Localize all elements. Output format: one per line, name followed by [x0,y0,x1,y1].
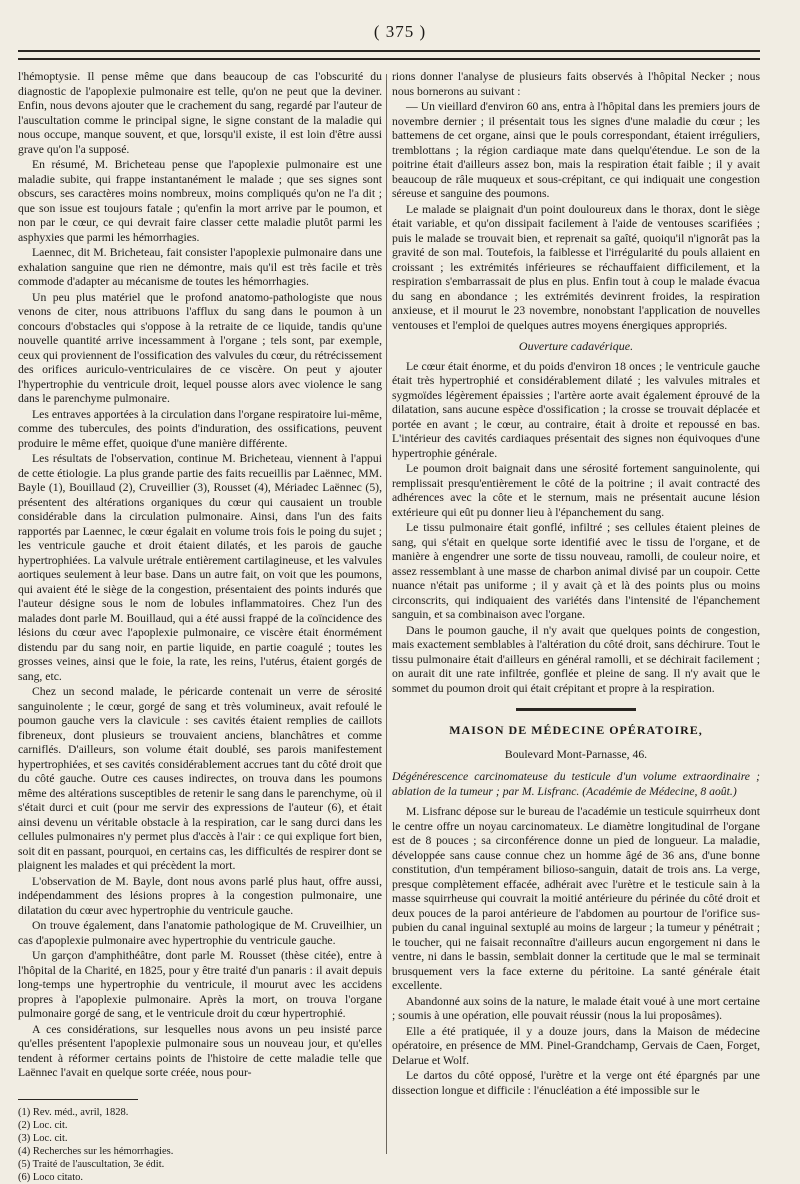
page-number: ( 375 ) [373,22,427,41]
paragraph: Le dartos du côté opposé, l'urètre et la verge ont été épargnés par une dissection longue et difficile : l'énucléation a été impossible sur le [392,1069,760,1097]
column-divider [386,74,387,1154]
paragraph: Le cœur était énorme, et du poids d'environ 18 onces ; le ventricule gauche était très hypertrophié et considérablement dilaté ; les valvules mitrales et sygmoïdes légèrement épaissies ; l'artère aorte avait également éprouvé de la dilatation, sans aucune espèce d'ossification ; la crosse se trouvait déplacée et portée en avant ; le cœur, au contraire, était à droite et repoussé en bas. L'intérieur des cavités cardiaques présentait des signes non équivoques d'une hypertrophie générale. [392,359,760,460]
paragraph: Un garçon d'amphithéâtre, dont parle M. Rousset (thèse citée), entre à l'hôpital de la Charité, en 1825, pour y être traité d'un panaris : il avait depuis long-temps une hypertrophie du ventricule, il mourut avec les accidens propres à l'apoplexie pulmonaire. Après la mort, on trouva l'organe pulmonaire gorgé de sang, et le ventricule droit du cœur hypertrophié. [18,949,382,1020]
paragraph: M. Lisfranc dépose sur le bureau de l'académie un testicule squirrheux dont le centre offre un noyau carcinomateux. Le diamètre longitudinal de l'organe est de 8 pouces ; sa circonférence donne un pied de longueur. La maladie, développée sans cause connue chez un homme âgé de 36 ans, d'une bonne constitution, d'un tempérament bilioso-sanguin, datait de trois ans. La verge, presque complètement effacée, adhérait avec l'urètre et le testicule sain à la masse squirrheuse qui couvrait la moitié antérieure du périnée du côté droit et deux pouces de la paroi antérieure de l'abdomen au pourtour de l'orifice sus-pubien du canal inguinal sextuplé au moins de largeur ; la tumeur y pénétrait ; le toucher, qui ne faisait reconnaître d'ailleurs aucun engorgement ni dans le ventre, ni dans le bassin, semblait donner la certitude que le mal se terminait brusquement vers la face externe du péritoine. La santé générale était excellente. [392,805,760,992]
paragraph: Dans le poumon gauche, il n'y avait que quelques points de congestion, mais exactement semblables à l'altération du côté droit, sans déchirure. Tout le tissu pulmonaire était d'ailleurs en général ramolli, et se déchirait facilement ; on aurait dit une rate infiltrée, gonflée et pleine de sang. Il n'y avait que le sommet du poumon droit qui était crépitant et propre à la respiration. [392,623,760,695]
paragraph: Le tissu pulmonaire était gonflé, infiltré ; ses cellules étaient pleines de sang, qui s'était en quelque sorte identifié avec le tissu de l'organe, et de manière à engendrer une sorte de tissu nouveau, ramolli, de couleur noire, et assez ressemblant à une masse de charbon animal divisé par un coupoir. Cette nuance n'était pas uniforme ; il y avait çà et là des points plus ou moins circonscrits, qui indiquaient des variétés dans l'intensité de l'épanchement sanguin, et sa combinaison avec l'organe. [392,521,760,621]
paragraph: Un peu plus matériel que le profond anatomo-pathologiste que nous venons de citer, nous attribuons l'afflux du sang dans le poumon à un concours d'obstacles qui s'oppose à la retraite de ce liquide, tandis qu'une nouvelle quantité arrive incessamment à l'organe ; tels sont, par exemple, ceux qui proviennent de l'ossification des valvules du cœur, du rétrécissement des orifices auriculo-ventriculaires de ce viscère. On peut y ajouter l'hypertrophie du ventricule droit, lequel pousse alors avec violence le sang dans le parenchyme pulmonaire. [18,290,382,405]
paragraph: Laennec, dit M. Bricheteau, fait consister l'apoplexie pulmonaire dans une exhalation sanguine que rien ne démontre, mais qu'il est très facile et très commode d'adapter au mécanisme de toutes les hémorrhagies. [18,246,382,288]
footnote: (1) Rev. méd., avril, 1828. [18,1106,129,1118]
paragraph: Les résultats de l'observation, continue M. Bricheteau, viennent à l'appui de cette étiologie. La plus grande partie des faits recueillis par Laënnec, MM. Bayle (1), Bouillaud (2), Cruveillier (3), Rousset (4), Mériadec Laënnec (5), présentent des altérations organiques du cœur qui causaient un trouble considérable dans la circulation pulmonaire. Ainsi, dans l'un des faits rapportés par Laennec, le cœur égalait en volume trois fois le poing du sujet ; les ventricule gauche et droit étaient dilatés, et les parois de gauche hypertrophiées. La valvule urétrale entièrement cartilagineuse, et les valvules aortiques seulement à leur base. Dans un autre fait, on voit que les poumons, qui avaient été le siège de la congestion, présentaient des points indurés que l'auteur désigne sous le nom de lobules inflammatoires. Chez l'un des malades dont parle M. Bouillaud, qui a été aussi frappé de la coïncidence des lésions du cœur avec l'apoplexie pulmonaire, ce viscère était énormément distendu par du sang noir, en partie liquide, en partie coagulé ; toutes les grosses veines, ainsi que le foie, la rate, les reins, l'utérus, étaient gorgés de sang, etc. [18,452,382,683]
paragraph: Chez un second malade, le péricarde contenait un verre de sérosité sanguinolente ; le cœur, gorgé de sang et très volumineux, avait refoulé le poumon gauche vers la clavicule : ses cavités étaient remplies de caillots fibreneux, dont plusieurs se trouvaient anciens, blanchâtres et comme carniflés. D'ailleurs, son volume était doublé, ses parois manifestement hypertrophiées, et ses cavités considérablement accrues tant du côté droit que du côté gauche. Outre ces causes indirectes, on trouva dans les poumons même des altérations susceptibles de retenir le sang dans le parenchyme, où il s'était durci et cuit (pour me servir des expressions de l'auteur (6), et était ainsi devenu un véritable obstacle à la respiration, car le sang durci dans les cellules pulmonaires n'y permet plus d'accès à l'air : ce qui explique fort bien, soit dit en passant, pourquoi, en certains cas, les difficultés de respirer dont se plaignent les malades et qui précèdent la mort. [18,685,382,872]
section-title: MAISON DE MÉDECINE OPÉRATOIRE, [449,723,703,737]
paragraph: On trouve également, dans l'anatomie pathologique de M. Cruveilhier, un cas d'apoplexie pulmonaire avec hypertrophie du ventricule gauche. [18,919,382,947]
footnote: (5) Traité de l'auscultation, 3e édit. [18,1158,165,1170]
paragraph: — Un vieillard d'environ 60 ans, entra à l'hôpital dans les premiers jours de novembre dernier ; il présentait tous les signes d'une maladie du cœur ; les battemens de cet organe, ainsi que le pouls correspondant, étaient irréguliers, tremblottans ; la région cardiaque mate dans quelqu'étendue. Le son de la poitrine était d'ailleurs assez bon, mais la respiration était faible ; il y avait beaucoup de râle muqueux et sous-crépitant, ce qui indiquait une congestion séreuse et sanguine des poumons. [392,100,760,200]
footnote: (6) Loco citato. [18,1171,84,1183]
article-subject: Dégénérescence carcinomateuse du testicule d'un volume extraordinaire ; ablation de la tumeur ; par M. Lisfranc. (Académie de Médecine, 8 août.) [392,770,760,798]
paragraph: Abandonné aux soins de la nature, le malade était voué à une mort certaine ; soumis à une opération, elle pouvait réussir (nous la lui proposâmes). [392,994,760,1022]
section-rule [516,708,636,711]
footnotes [18,1106,382,1184]
autopsy-heading: Ouverture cadavérique. [518,339,634,353]
paragraph: Elle a été pratiquée, il y a douze jours, dans la Maison de médecine opératoire, en présence de MM. Pinel-Grandchamp, Gervais de Caen, Forget, Delarue et Wolf. [392,1024,760,1067]
paragraph: A ces considérations, sur lesquelles nous avons un peu insisté parce qu'elles présentent l'apoplexie pulmonaire sous un nouveau jour, et qu'elles tendent à réformer certains points de l'histoire de cette maladie telle que Laënnec l'avait en quelque sorte créée, nous pour- [18,1022,382,1079]
paragraph: L'observation de M. Bayle, dont nous avons parlé plus haut, offre aussi, indépendamment des lésions propres à la congestion pulmonaire, une dilatation du cœur avec hypertrophie du ventricule gauche. [18,874,382,917]
paragraph: Les entraves apportées à la circulation dans l'organe respiratoire lui-même, comme des tubercules, des points d'induration, des ossifications, peuvent produire le même effet, quoique d'une manière différente. [18,407,382,450]
footnote: (2) Loc. cit. [18,1119,68,1131]
paragraph: Le malade se plaignait d'un point douloureux dans le thorax, dont le siège était variable, et qu'on dissipait facilement à l'aide de ventouses scarifiées ; puis le malade se trouvait bien, et reprenait sa gaîté, quoiqu'il n'ignorât pas la gravité de son mal. Toutefois, la faiblesse et l'irrégularité du pouls allaient en croissant ; les extrémités inférieures se réchauffaient difficilement, et la respiration s'embarrassait de plus en plus. Enfin tout à coup le malade évacua du sang en abondance ; les extrémités devinrent froides, la respiration anxieuse, et il mourut le 23 novembre, nonobstant l'application de nouvelles ventouses et l'emploi de quelques autres moyens énergiques appropriés. [392,202,760,332]
footnote: (4) Recherches sur les hémorrhagies. [18,1145,174,1157]
paragraph: Le poumon droit baignait dans une sérosité fortement sanguinolente, qui remplissait presqu'entièrement le côté de la poitrine ; il avait contracté des adhérences avec la côte et le sternum, mais ne présentait aucune lésion extérieure qui eût pu donner lieu à l'épanchement du sang. [392,462,760,519]
paragraph: rions donner l'analyse de plusieurs faits observés à l'hôpital Necker ; nous nous bornerons au suivant : [392,70,760,98]
section-address: Boulevard Mont-Parnasse, 46. [504,747,648,761]
header-rule [18,50,760,60]
footnote: (3) Loc. cit. [18,1132,68,1144]
paragraph: l'hémoptysie. Il pense même que dans beaucoup de cas l'obscurité du diagnostic de l'apoplexie pulmonaire est telle, qu'on ne peut que la deviner. Enfin, nous devons ajouter que le crachement du sang, regardé par l'auteur de l'auscultation comme le principal signe, le signe constant de la maladie qui nous occupe, manque souvent, et que, lorsqu'il existe, il est loin d'être aussi grave qu'on l'a supposé. [18,70,382,156]
footnote-rule [18,1099,138,1100]
paragraph: En résumé, M. Bricheteau pense que l'apoplexie pulmonaire est une maladie subite, qui frappe instantanément le malade ; que ses signes sont obscurs, ses caractères moins nombreux, moins compliqués qu'on ne l'a dit ; que son issue est toujours fatale ; qu'enfin la mort arrive par le poumon, et non par le cœur, ce qui devrait faire classer cette maladie plutôt parmi les asphyxies que parmi les hémorrhagies. [18,158,382,244]
right-column [392,70,760,1099]
left-column [18,70,382,1184]
